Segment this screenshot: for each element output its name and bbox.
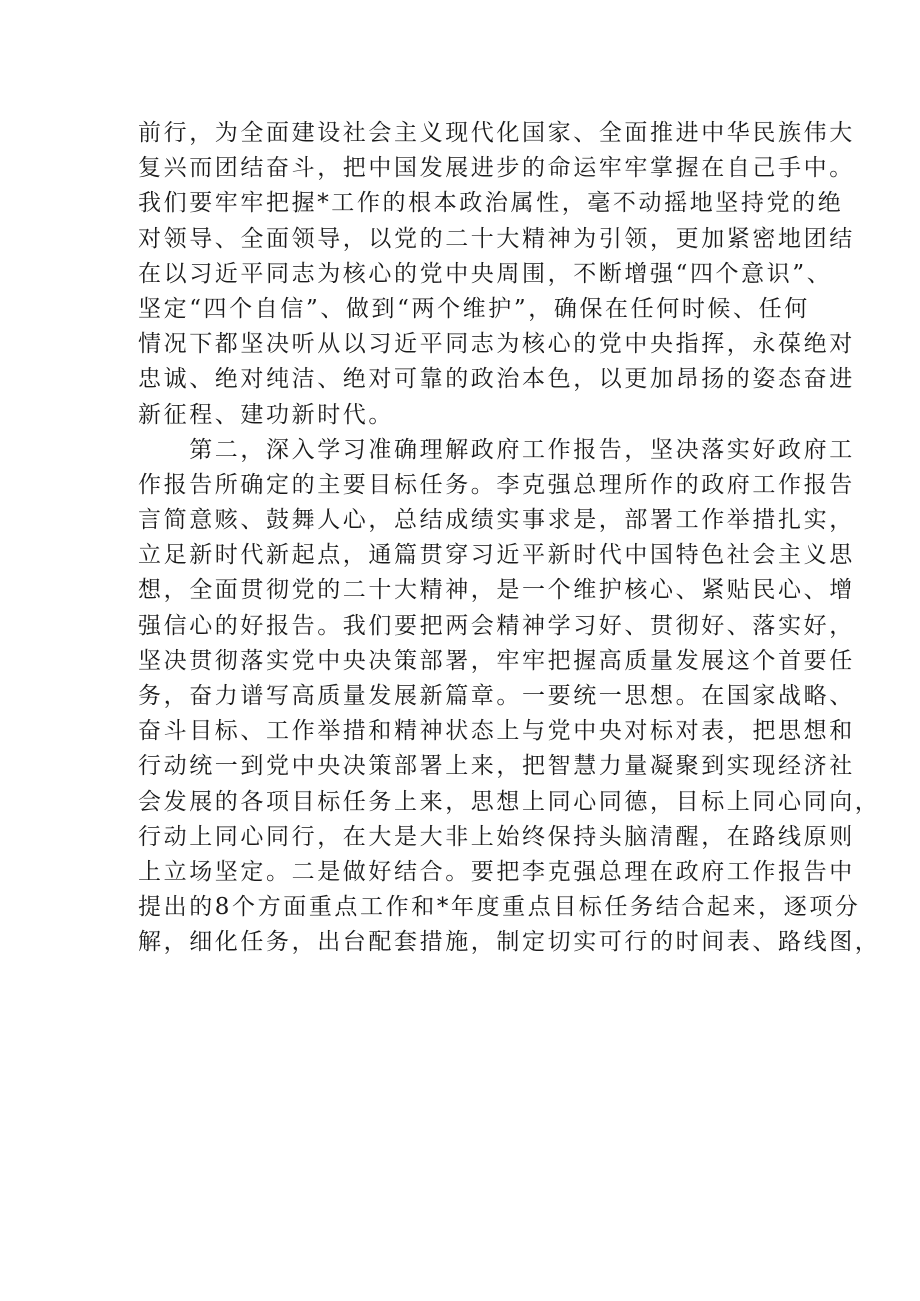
text-line: 想，全面贯彻党的二十大精神，是一个维护核心、紧贴民心、增	[138, 577, 855, 604]
text-line: 在以习近平同志为核心的党中央周围，不断增强“四个意识”、	[138, 260, 833, 287]
text-line: 提出的8个方面重点工作和*年度重点目标任务结合起来，逐项分	[138, 894, 861, 921]
text-line: 新征程、建功新时代。	[138, 401, 394, 428]
text-line: 作报告所确定的主要目标任务。李克强总理所作的政府工作报告	[138, 471, 855, 498]
text-line: 奋斗目标、工作举措和精神状态上与党中央对标对表，把思想和	[138, 718, 855, 745]
text-line: 行动统一到党中央决策部署上来，把智慧力量凝聚到实现经济社	[138, 753, 855, 780]
text-line: 第二，深入学习准确理解政府工作报告，坚决落实好政府工	[138, 436, 855, 463]
text-line: 会发展的各项目标任务上来，思想上同心同德，目标上同心同向，	[138, 788, 881, 815]
text-line: 解，细化任务，出台配套措施，制定切实可行的时间表、路线图，	[138, 929, 881, 956]
text-line: 强信心的好报告。我们要把两会精神学习好、贯彻好、落实好，	[138, 612, 855, 639]
text-line: 上立场坚定。二是做好结合。要把李克强总理在政府工作报告中	[138, 858, 855, 885]
text-line: 坚决贯彻落实党中央决策部署，牢牢把握高质量发展这个首要任	[138, 647, 855, 674]
text-line: 我们要牢牢把握*工作的根本政治属性，毫不动摇地坚持党的绝	[138, 190, 844, 217]
text-line: 复兴而团结奋斗，把中国发展进步的命运牢牢掌握在自己手中。	[138, 155, 855, 182]
body-text	[138, 116, 881, 961]
text-line: 言简意赅、鼓舞人心，总结成绩实事求是，部署工作举措扎实，	[138, 507, 855, 534]
text-line: 对领导、全面领导，以党的二十大精神为引领，更加紧密地团结	[138, 225, 855, 252]
text-line: 行动上同心同行，在大是大非上始终保持头脑清醒，在路线原则	[138, 823, 855, 850]
text-line: 务，奋力谱写高质量发展新篇章。一要统一思想。在国家战略、	[138, 683, 855, 709]
text-line: 情况下都坚决听从以习近平同志为核心的党中央指挥，永葆绝对	[138, 331, 855, 358]
text-line: 前行，为全面建设社会主义现代化国家、全面推进中华民族伟大	[138, 120, 855, 146]
text-line: 坚定“四个自信”、做到“两个维护”，确保在任何时候、任何	[138, 295, 810, 322]
text-line: 立足新时代新起点，通篇贯穿习近平新时代中国特色社会主义思	[138, 542, 855, 569]
text-line: 忠诚、绝对纯洁、绝对可靠的政治本色，以更加昂扬的姿态奋进	[138, 366, 855, 393]
